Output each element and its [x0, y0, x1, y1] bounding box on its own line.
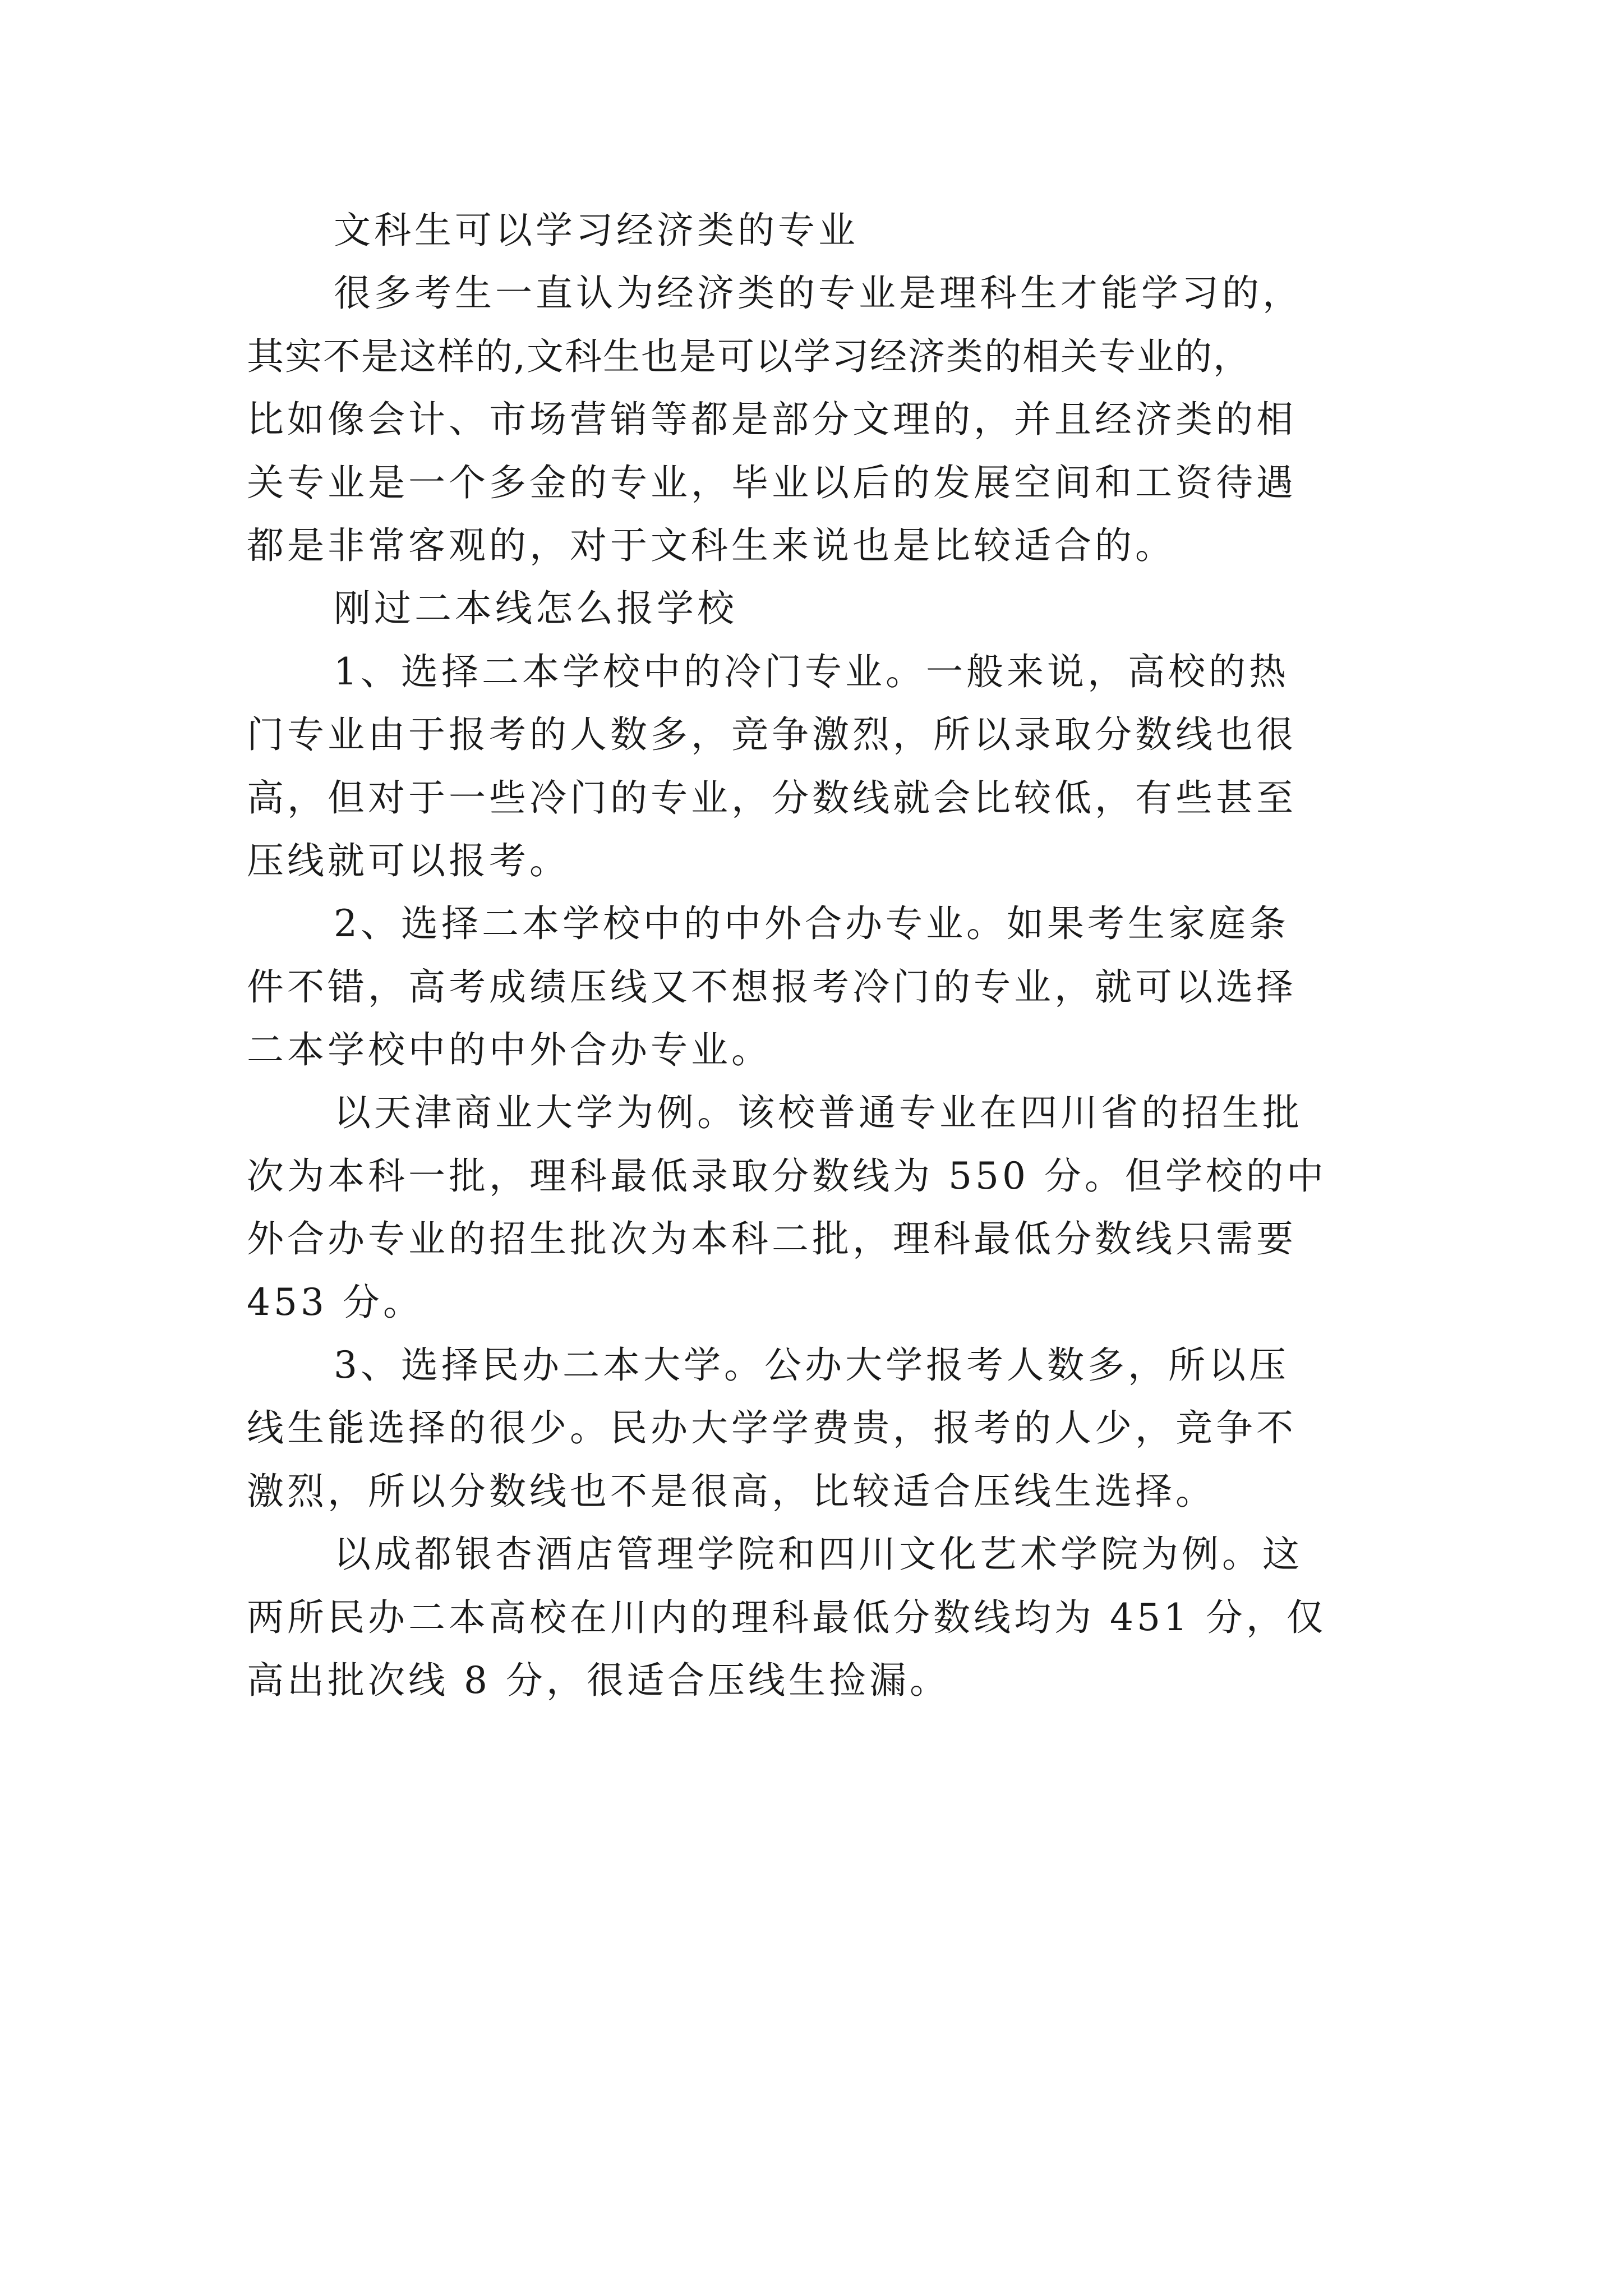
paragraph-line: 线生能选择的很少。民办大学学费贵，报考的人少，竞争不	[247, 1406, 1297, 1450]
paragraph-line: 很多考生一直认为经济类的专业是理科生才能学习的，	[334, 272, 1303, 315]
paragraph-line: 453 分。	[247, 1280, 423, 1324]
section-heading-second-tier-admission: 刚过二本线怎么报学校	[334, 587, 737, 631]
paragraph-line: 以成都银杏酒店管理学院和四川文化艺术学院为例。这	[334, 1533, 1303, 1576]
paragraph-line: 3、选择民办二本大学。公办大学报考人数多，所以压	[334, 1343, 1289, 1387]
paragraph-line: 2、选择二本学校中的中外合办专业。如果考生家庭条	[334, 902, 1289, 946]
paragraph-line: 压线就可以报考。	[247, 839, 570, 882]
section-heading-liberal-arts-economics: 文科生可以学习经济类的专业	[334, 209, 859, 252]
paragraph-line: 激烈，所以分数线也不是很高，比较适合压线生选择。	[247, 1469, 1216, 1513]
paragraph-line: 次为本科一批，理科最低录取分数线为 550 分。但学校的中	[247, 1154, 1327, 1198]
paragraph-line: 外合办专业的招生批次为本科二批，理科最低分数线只需要	[247, 1217, 1297, 1261]
paragraph-line: 高，但对于一些冷门的专业，分数线就会比较低，有些甚至	[247, 776, 1297, 820]
paragraph-line: 以天津商业大学为例。该校普通专业在四川省的招生批	[334, 1091, 1303, 1135]
paragraph-line: 1、选择二本学校中的冷门专业。一般来说，高校的热	[334, 650, 1289, 693]
paragraph-line: 关专业是一个多金的专业，毕业以后的发展空间和工资待遇	[247, 461, 1297, 504]
paragraph-line: 比如像会计、市场营销等都是部分文理的，并且经济类的相	[247, 398, 1297, 441]
document-body	[247, 199, 1436, 1712]
paragraph-line: 门专业由于报考的人数多，竞争激烈，所以录取分数线也很	[247, 713, 1297, 757]
paragraph-line: 两所民办二本高校在川内的理科最低分数线均为 451 分，仅	[247, 1595, 1327, 1639]
paragraph-line: 都是非常客观的，对于文科生来说也是比较适合的。	[247, 523, 1175, 567]
paragraph-line: 其实不是这样的,文科生也是可以学习经济类的相关专业的，	[247, 334, 1251, 378]
paragraph-line: 件不错，高考成绩压线又不想报考冷门的专业，就可以选择	[247, 965, 1297, 1009]
paragraph-line: 二本学校中的中外合办专业。	[247, 1028, 772, 1072]
paragraph-line: 高出批次线 8 分，很适合压线生捡漏。	[247, 1658, 950, 1702]
